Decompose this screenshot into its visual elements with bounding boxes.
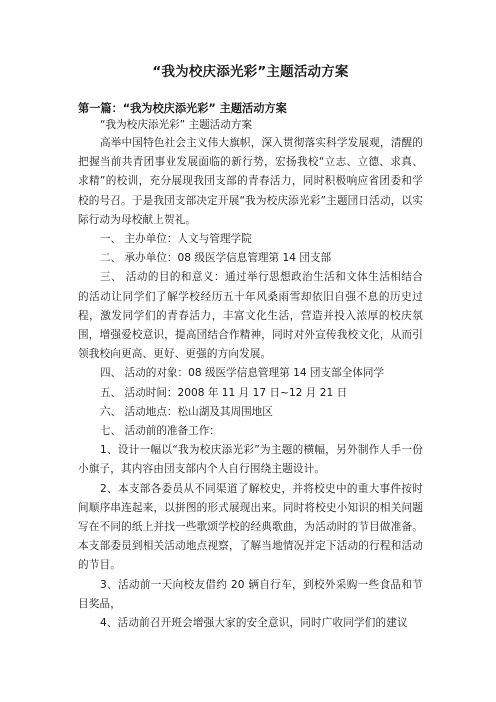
item-time: 五、 活动时间：2008 年 11 月 17 日~12 月 21 日 [100,386,348,399]
item-participants: 四、 活动的对象：08 级医学信息管理第 14 団支部全体同学 [100,367,385,380]
item-preparation-heading: 七、 活动前的准备工作： [100,425,220,438]
prep-item-4: 4、活动前召开班会增强大家的安全意识，同时广收同学们的建议 [100,617,408,630]
section-heading: 第一篇：“我为校庆添光彩” 主题活动方案 [78,102,287,115]
document-title: “我为校庆添光彩”主题活动方案 [152,64,349,80]
item-organizer: 一、 主办单位：人文与管理学院 [100,233,252,246]
item-location: 六、 活动地点：松山湖及其周围地区 [100,405,273,418]
section-subtitle: “我为校庆添光彩” 主题活动方案 [100,119,253,131]
item-purpose: 三、 活动的目的和意义：通过举行思想政治生活和文体生活相结合的活动让同学们了解学校经历五十年风桑雨雪却依旧自强不息的历史过程，激发同学们的青春活力，丰富文化生活，营造并投入浓厚的校庆氛围，增强爱校意识，提高団结合作精神，同时对外宣传我校文化，从而引领我校向更高、更好、更强的方向发展。 [78,271,423,361]
item-co-organizer: 二、 承办单位：08 级医学信息管理第 14 団支部 [100,252,332,265]
prep-item-1: 1、设计一幅以“我为校庆添光彩”为主题的横幅，另外制作人手一份小旗子，其内容由団支部内个人自行围绕主题设计。 [78,444,423,476]
prep-item-3: 3、活动前一天向校友借约 20 辆自行车，到校外采购一些食品和节目奖品， [78,578,423,610]
intro-paragraph: 高举中国特色社会主义伟大旗帜，深入贯彻落实科学发展观，清醒的把握当前共青团事业发展面临的新行势，宏扬我校“立志、立德、求真、求精”的校训，充分展现我団支部的青春活力，同时积极响应省团委和学校的号召。于是我団支部决定开展“我为校庆添光彩”主题団日活动，以实际行动为母校献上贺礼。 [78,137,423,226]
prep-item-2: 2、本支部各委员从不同渠道了解校史，并将校史中的重大事件按时间顺序串连起来，以拼图的形式展现出来。同时将校史小知识的相关问题写在不同的纸上并找一些歌颂学校的经典歌曲，为活动时的节目做准备。本支部委员到相关活动地点视察，了解当地情况并定下活动的行程和活动的节目。 [78,482,423,572]
